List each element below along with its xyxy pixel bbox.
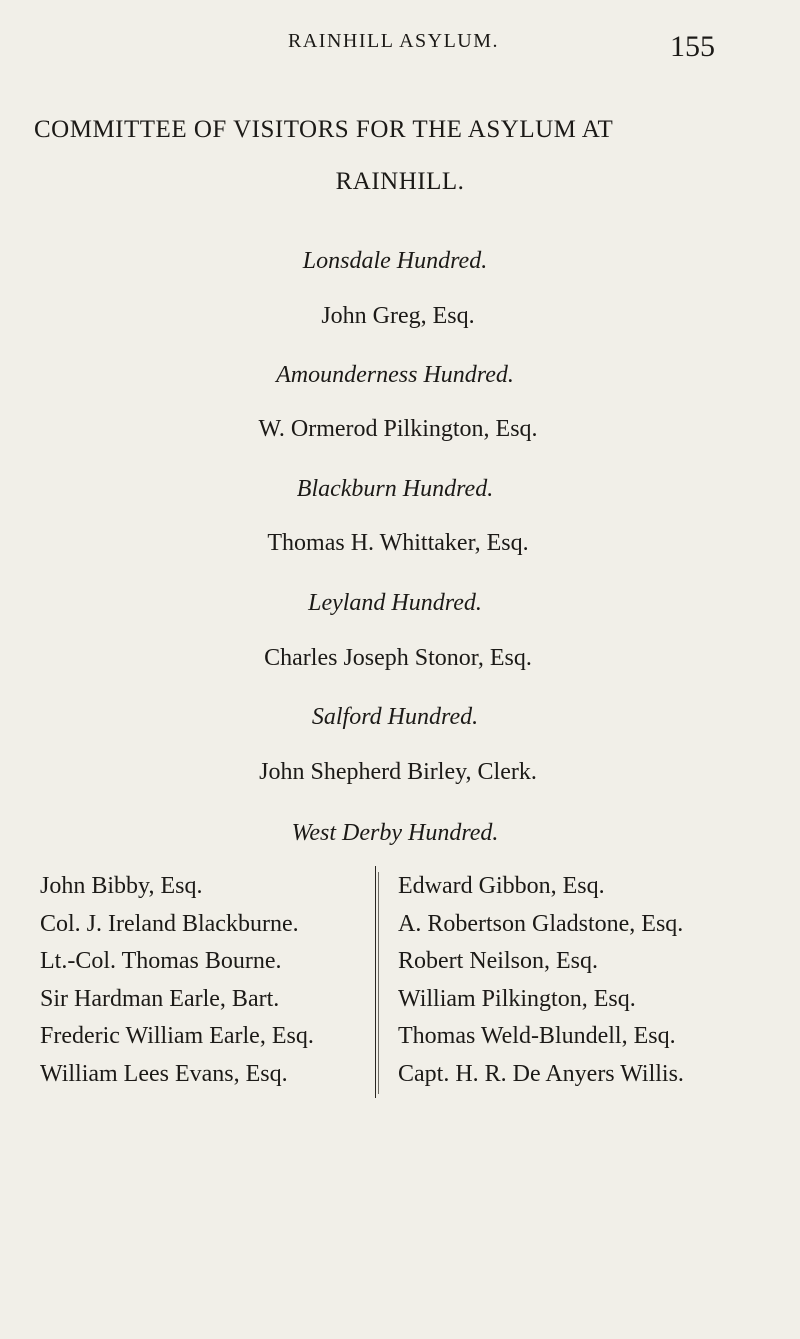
leyland-visitor: Charles Joseph Stonor, Esq. (264, 645, 532, 671)
blackburn-hundred-heading: Blackburn Hundred. (296, 476, 494, 502)
list-item: John Bibby, Esq. (40, 873, 203, 899)
page-number: 155 (670, 30, 715, 63)
list-item: Capt. H. R. De Anyers Willis. (398, 1060, 684, 1087)
column-divider-inner (378, 872, 379, 1094)
west-derby-right-column (398, 868, 684, 1093)
lonsdale-hundred-heading: Lonsdale Hundred. (302, 248, 488, 274)
list-item: A. Robertson Gladstone, Esq. (398, 910, 684, 937)
list-item: William Pilkington, Esq. (398, 985, 636, 1012)
leyland-hundred-heading: Leyland Hundred. (308, 590, 482, 616)
list-item: Robert Neilson, Esq. (398, 948, 598, 974)
list-item: Edward Gibbon, Esq. (398, 873, 605, 899)
list-item: Frederic William Earle, Esq. (40, 1023, 314, 1049)
column-divider (375, 866, 376, 1098)
salford-hundred-heading: Salford Hundred. (311, 704, 479, 730)
list-item: William Lees Evans, Esq. (40, 1060, 288, 1087)
list-item: Sir Hardman Earle, Bart. (40, 985, 280, 1012)
page-title-line-1: COMMITTEE OF VISITORS FOR THE ASYLUM AT (34, 116, 614, 143)
salford-visitor: John Shepherd Birley, Clerk. (259, 759, 537, 785)
list-item: Lt.-Col. Thomas Bourne. (40, 948, 282, 974)
page-title-line-2: RAINHILL. (335, 168, 465, 195)
amounderness-visitor: W. Ormerod Pilkington, Esq. (258, 416, 538, 442)
list-item: Thomas Weld-Blundell, Esq. (398, 1023, 676, 1049)
list-item: Col. J. Ireland Blackburne. (40, 910, 299, 937)
running-head: RAINHILL ASYLUM. (288, 30, 500, 52)
amounderness-hundred-heading: Amounderness Hundred. (276, 362, 514, 388)
lonsdale-visitor: John Greg, Esq. (321, 303, 475, 329)
west-derby-hundred-heading: West Derby Hundred. (291, 820, 499, 846)
blackburn-visitor: Thomas H. Whittaker, Esq. (267, 530, 529, 556)
west-derby-left-column (40, 868, 314, 1093)
